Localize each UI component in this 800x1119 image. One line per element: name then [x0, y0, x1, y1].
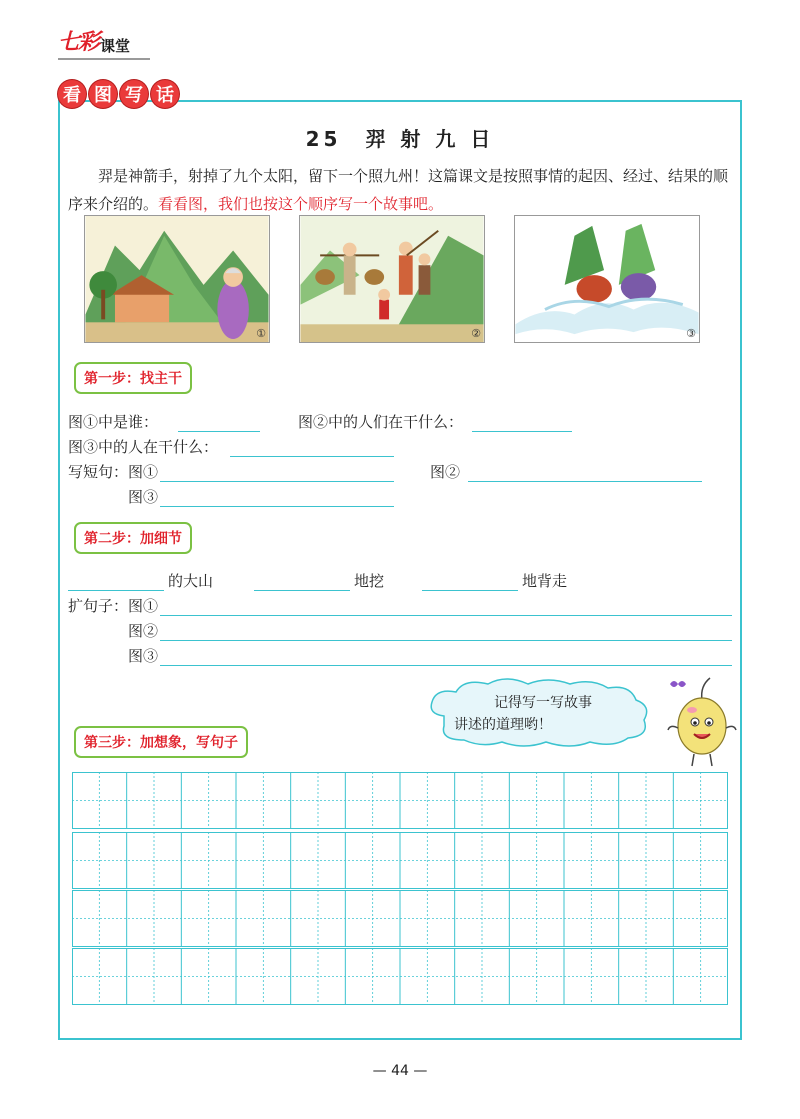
lemon-mascot-icon [664, 670, 738, 770]
step1-q2-blank[interactable] [472, 431, 572, 432]
step2-w3-blank[interactable] [422, 590, 518, 591]
section-badge [58, 80, 179, 108]
brand-underline [58, 58, 150, 60]
step2-w2: 地挖 [354, 572, 385, 590]
picture-3-label: ③ [686, 327, 696, 340]
people-digging-mountain-icon [300, 216, 484, 342]
section-badge-char: 看 [58, 80, 86, 108]
picture-1-label: ① [256, 327, 266, 340]
intro-paragraph [68, 162, 738, 218]
mountain-village-old-woman-icon [85, 216, 269, 342]
writing-grid-row-1[interactable] [72, 772, 728, 829]
writing-grid-row-2[interactable] [72, 832, 728, 889]
step2-p3-label: 图③ [128, 647, 159, 665]
step1-q3-blank[interactable] [230, 456, 394, 457]
step2-w1-blank[interactable] [68, 590, 164, 591]
picture-2 [299, 215, 485, 343]
step1-q2: 图②中的人们在干什么： [298, 413, 464, 431]
step1-p1-blank[interactable] [160, 481, 394, 482]
picture-2-label: ② [471, 327, 481, 340]
step2-w2-blank[interactable] [254, 590, 350, 591]
brand-logo-mark: 七彩 [58, 30, 99, 55]
section-badge-char: 写 [120, 80, 148, 108]
picture-3 [514, 215, 700, 343]
step1-p3-label: 图③ [128, 488, 159, 506]
step1-q1: 图①中是谁： [68, 413, 159, 431]
tip-line2: 讲述的道理哟！ [454, 717, 552, 733]
step2-badge: 第二步：加细节 [74, 522, 192, 554]
section-badge-char: 话 [151, 80, 179, 108]
step2-expand-prefix: 扩句子： [68, 597, 129, 615]
step2-p3-blank[interactable] [160, 665, 732, 666]
carrying-mountains-on-cloud-icon [515, 216, 699, 342]
step1-q1-blank[interactable] [178, 431, 260, 432]
step2-p2-blank[interactable] [160, 640, 732, 641]
brand-logo [58, 30, 130, 56]
intro-text: 羿是神箭手，射掉了九个太阳，留下一个照九州！这篇课文是按照事情的起因、经过、结果的顺序来介绍的。 [68, 167, 729, 213]
writing-grid-row-3[interactable] [72, 890, 728, 947]
brand-name: 课堂 [100, 37, 131, 55]
step2-p1-blank[interactable] [160, 615, 732, 616]
lesson-title: 25 羿 射 九 日 [305, 127, 495, 151]
step3-badge: 第三步：加想象，写句子 [74, 726, 248, 758]
intro-instruction: 看看图，我们也按这个顺序写一个故事吧。 [158, 195, 444, 213]
step1-badge: 第一步：找主干 [74, 362, 192, 394]
step2-p1-label: 图① [128, 597, 159, 615]
step1-p2-blank[interactable] [468, 481, 702, 482]
tip-line1: 记得写一写故事 [494, 695, 592, 711]
tip-cloud [424, 676, 656, 748]
picture-1 [84, 215, 270, 343]
step2-w3: 地背走 [522, 572, 568, 590]
section-badge-char: 图 [89, 80, 117, 108]
step1-p3-blank[interactable] [160, 506, 394, 507]
step2-w1: 的大山 [168, 572, 214, 590]
step2-p2-label: 图② [128, 622, 159, 640]
page-number: — 44 — [372, 1063, 428, 1079]
mascot [664, 670, 738, 770]
writing-grid-row-4[interactable] [72, 948, 728, 1005]
step1-p1-label: 图① [128, 463, 159, 481]
step1-q3: 图③中的人在干什么： [68, 438, 219, 456]
step1-p2-label: 图② [430, 463, 461, 481]
step1-short-prefix: 写短句： [68, 463, 129, 481]
